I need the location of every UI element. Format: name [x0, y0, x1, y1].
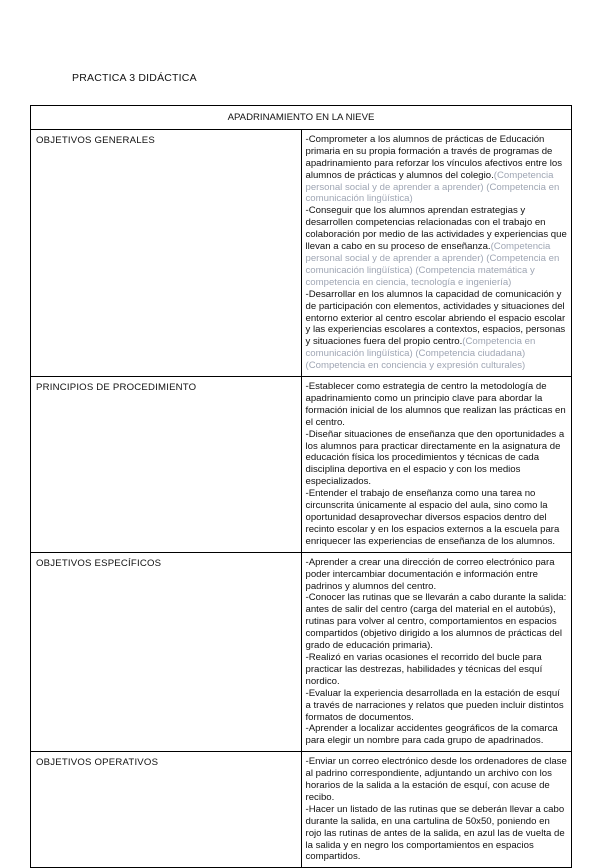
item-text: -Desarrollar en los alumnos la capacidad de comunicación y de participación con elementos, actividades y situaciones del entorno exterior al centro escolar abriendo el espacio escolar y las experiencias escolares a contextos, espacios, personas y situaciones fuera del propio centro.: [305, 288, 566, 348]
didactic-table: [30, 105, 572, 868]
list-item: -Conocer las rutinas que se llevarán a cabo durante la salida: antes de salir del centro (carga del material en el autobús), rutinas para volver al centro, comportamientos en espacios compartidos (objetivo dirigido a los alumnos de prácticas del grado de educación primaria).: [305, 592, 567, 652]
item-text: -Conseguir que los alumnos aprendan estrategias y desarrollen competencias relacionadas con el trabajo en colaboración por medio de las actividades y experiencias que llevan a cabo en su proceso de enseñanza.: [305, 205, 567, 253]
list-item: -Establecer como estrategia de centro la metodología de apadrinamiento como un principio clave para abordar la formación inicial de los alumnos que realizan las prácticas en el centro.: [305, 381, 566, 428]
competence-text: (Competencia en comunicación lingüística) (Competencia ciudadana) (Competencia en conciencia y expresión culturales): [305, 336, 536, 372]
list-item: -Entender el trabajo de enseñanza como una tarea no circunscrita únicamente al espacio del aula, sino como la oportunidad desaprovechar diversos espacios dentro del recinto escolar y en los espacios externos a la escuela para enriquecer las experiencias de enseñanza de los alumnos.: [305, 488, 560, 547]
list-item: [306, 134, 568, 205]
table-header-row: [31, 106, 572, 130]
table-row: [31, 129, 572, 376]
row-content-objetivos-generales: [301, 129, 572, 376]
competence-text: (Competencia personal social y de aprender a aprender) (Competencia en comunicación lingüística) (Competencia matemática y competencia en ciencia, tecnología e ingeniería): [305, 241, 560, 288]
row-label-objetivos-generales: OBJETIVOS GENERALES: [31, 129, 302, 376]
document-title: PRACTICA 3 DIDÁCTICA: [72, 72, 197, 84]
row-label-objetivos-operativos: OBJETIVOS OPERATIVOS: [31, 752, 302, 868]
row-content-principios-de-procedimiento: [301, 377, 572, 553]
list-item: -Realizó en varias ocasiones el recorrido del bucle para practicar las destrezas, habilidades y técnicas del esquí nordico.: [305, 651, 543, 687]
row-content-objetivos-operativos: [301, 752, 572, 868]
list-item: -Diseñar situaciones de enseñanza que den oportunidades a los alumnos para practicar directamente en la asignatura de educación física los procedimientos y técnicas de cada disciplina deportiva en el espacio y con los medios especializados.: [305, 428, 565, 488]
table-header: APADRINAMIENTO EN LA NIEVE: [31, 106, 572, 130]
table-row: [31, 377, 572, 553]
list-item: -Aprender a localizar accidentes geográficos de la comarca para elegir un nombre para cada grupo de apadrinados.: [305, 723, 558, 747]
row-content-objetivos-especificos: [301, 552, 572, 752]
row-label-objetivos-especificos: OBJETIVOS ESPECÍFICOS: [31, 552, 302, 752]
table-row: [31, 752, 572, 868]
list-item: -Enviar un correo electrónico desde los ordenadores de clase al padrino correspondiente, adjuntando un archivo con los horarios de la salida a la estación de esquí, con acuse de recibo.: [305, 756, 567, 803]
list-item: [306, 205, 568, 288]
list-item: [306, 289, 568, 372]
row-label-principios-de-procedimiento: PRINCIPIOS DE PROCEDIMIENTO: [31, 377, 302, 553]
list-item: -Aprender a crear una dirección de correo electrónico para poder intercambiar documentación e información entre padrinos y alumnos del centro.: [305, 556, 555, 592]
competence-text: (Competencia personal social y de aprender a aprender) (Competencia en comunicación lingüística): [305, 169, 560, 205]
table-row: [31, 552, 572, 752]
list-item: -Hacer un listado de las rutinas que se deberán llevar a cabo durante la salida, en una cartulina de 50x50, poniendo en rojo las rutinas de antes de la salida, en azul las de vuelta de la salida y en negro los comportamientos en espacios compartidos.: [305, 803, 565, 863]
item-text: -Comprometer a los alumnos de prácticas de Educación primaria en su propia formación a través de programas de apadrinamiento para reforzar los vínculos afectivos entre los alumnos de prácticas y alumnos del colegio.: [305, 133, 562, 181]
list-item: -Evaluar la experiencia desarrollada en la estación de esquí a través de narraciones y relatos que pueden incluir distintos formatos de documentos.: [305, 687, 564, 723]
